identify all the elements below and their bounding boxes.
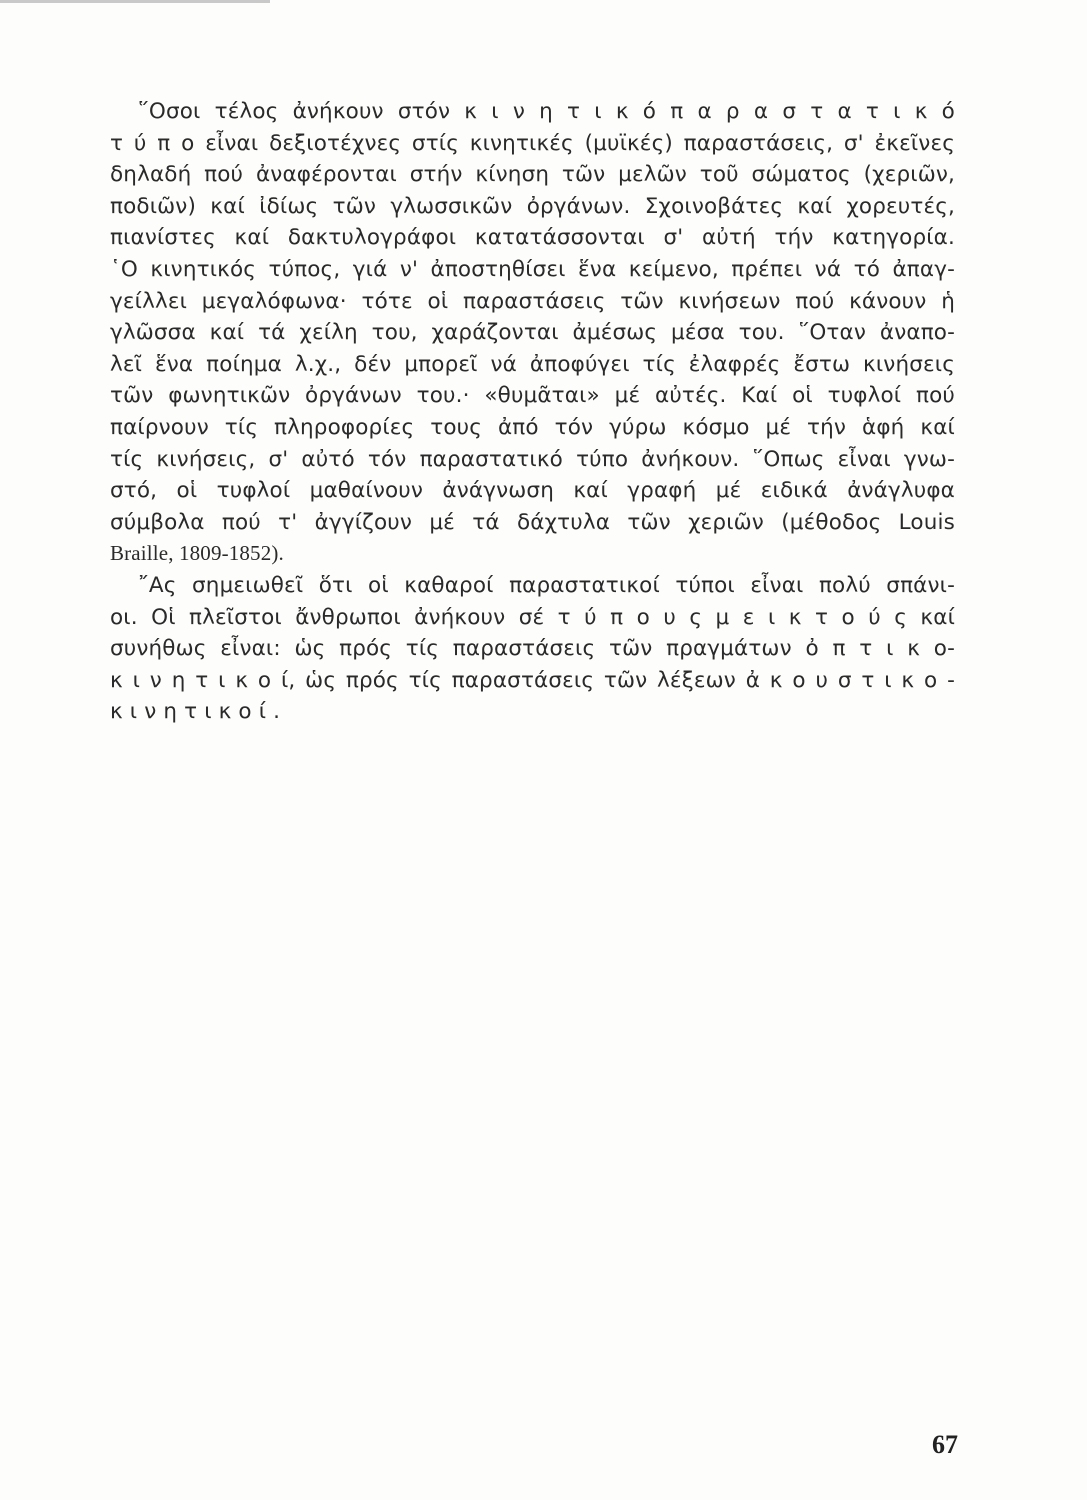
text-line: παίρνουν τίς πληροφορίες τους ἀπό τόν γύρω κόσμο μέ τήν ἁφή καί bbox=[110, 414, 955, 440]
text-line: τ ύ π ο εἶναι δεξιοτέχνες στίς κινητικές (μυϊκές) παραστάσεις, σ' ἐκεῖνες bbox=[110, 130, 955, 156]
text-line: συνήθως εἶναι: ὡς πρός τίς παραστάσεις τῶν πραγμάτων ὀ π τ ι κ ο- bbox=[110, 636, 955, 662]
text-line: κ ι ν η τ ι κ ο ί, ὡς πρός τίς παραστάσεις τῶν λέξεων ἀ κ ο υ σ τ ι κ ο - bbox=[110, 667, 955, 693]
text-line: οι. Οἱ πλεῖστοι ἄνθρωποι ἀνήκουν σέ τ ύ π ο υ ς μ ε ι κ τ ο ύ ς καί bbox=[110, 604, 955, 630]
text-line: ποδιῶν) καί ἰδίως τῶν γλωσσικῶν ὀργάνων. Σχοινοβάτες καί χορευτές, bbox=[110, 193, 955, 219]
top-rule bbox=[0, 0, 270, 3]
text-line: Braille, 1809-1852). bbox=[110, 541, 284, 566]
text-line: κ ι ν η τ ι κ ο ί . bbox=[110, 699, 281, 725]
text-line: ῾Ο κινητικός τύπος, γιά ν' ἀποστηθίσει ἕνα κείμενο, πρέπει νά τό ἀπαγ- bbox=[110, 256, 955, 282]
text-line: γλῶσσα καί τά χείλη του, χαράζονται ἀμέσως μέσα του. ῞Οταν ἀναπο- bbox=[110, 320, 955, 346]
text-line: τίς κινήσεις, σ' αὐτό τόν παραστατικό τύπο ἀνήκουν. ῞Οπως εἶναι γνω- bbox=[110, 446, 955, 472]
text-line: λεῖ ἕνα ποίημα λ.χ., δέν μπορεῖ νά ἀποφύγει τίς ἐλαφρές ἔστω κινήσεις bbox=[110, 351, 955, 377]
paragraph-1 bbox=[110, 96, 955, 570]
text-line: γείλλει μεγαλόφωνα· τότε οἱ παραστάσεις τῶν κινήσεων πού κάνουν ἡ bbox=[110, 288, 955, 314]
text-line: τῶν φωνητικῶν ὀργάνων του.· «θυμᾶται» μέ αὐτές. Καί οἱ τυφλοί πού bbox=[110, 383, 955, 409]
text-line: δηλαδή πού ἀναφέρονται στήν κίνηση τῶν μελῶν τοῦ σώματος (χεριῶν, bbox=[110, 162, 955, 188]
text-line: σύμβολα πού τ' ἀγγίζουν μέ τά δάχτυλα τῶν χεριῶν (μέθοδος Louis bbox=[110, 509, 955, 535]
page-number: 67 bbox=[932, 1430, 958, 1459]
text-line: ῎Ας σημειωθεῖ ὅτι οἱ καθαροί παραστατικοί τύποι εἶναι πολύ σπάνι- bbox=[138, 572, 955, 598]
text-line: πιανίστες καί δακτυλογράφοι κατατάσσονται σ' αὐτή τήν κατηγορία. bbox=[110, 225, 955, 251]
text-line: ῞Οσοι τέλος ἀνήκουν στόν κ ι ν η τ ι κ ό π α ρ α σ τ α τ ι κ ό bbox=[138, 99, 955, 124]
paragraph-2 bbox=[110, 570, 955, 728]
text-line: στό, οἱ τυφλοί μαθαίνουν ἀνάγνωση καί γραφή μέ ειδικά ἀνάγλυφα bbox=[110, 478, 955, 504]
page-text bbox=[110, 96, 955, 728]
